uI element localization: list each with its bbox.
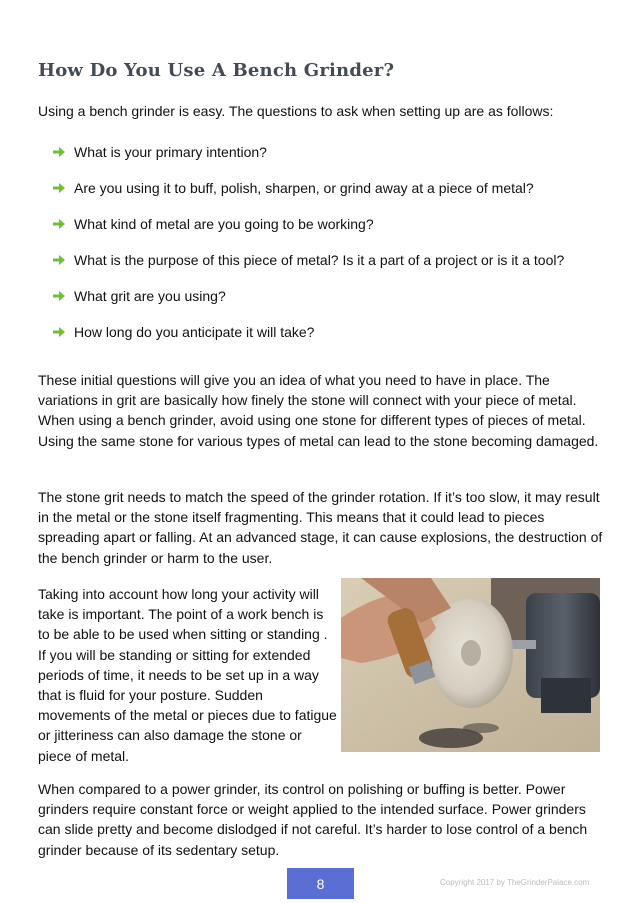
question-item	[52, 177, 534, 199]
question-item	[52, 285, 226, 307]
arrow-right-icon	[52, 289, 66, 303]
question-item	[52, 249, 564, 271]
page-number: 8	[316, 875, 325, 892]
copyright-notice: Copyright 2017 by TheGrinderPalace.com	[440, 878, 590, 887]
body-paragraph: These initial questions will give you an idea of what you need to have in place. The variations in grit are basically how finely the stone will connect with your piece of metal. When using a bench grinder, avoid using one stone for different types of pieces of metal. Using the same stone for various types of metal can lead to the stone becoming damaged.	[38, 372, 599, 449]
bench-grinder-photo	[341, 578, 600, 752]
question-text: Are you using it to buff, polish, sharpen, or grind away at a piece of metal?	[74, 180, 534, 196]
question-item	[52, 213, 374, 235]
section-heading: How Do You Use A Bench Grinder?	[38, 60, 395, 81]
body-paragraph: Taking into account how long your activity will take is important. The point of a work bench is to be able to be used when sitting or standing . If you will be standing or sitting for extended periods of time, it needs to be set up in a way that is fluid for your posture. Sudden movements of the metal or pieces due to fatigue or jitteriness can also damage the stone or piece of metal.	[38, 586, 337, 764]
question-text: What grit are you using?	[74, 288, 226, 304]
question-text: What is the purpose of this piece of metal? Is it a part of a project or is it a tool?	[74, 252, 565, 268]
arrow-right-icon	[52, 181, 66, 195]
page-number-badge	[287, 868, 354, 899]
body-paragraph: The stone grit needs to match the speed of the grinder rotation. If it’s too slow, it may result in the metal or the stone itself fragmenting. This means that it could lead to pieces spreading apart or falling. At an advanced stage, it can cause explosions, the destruction of the bench grinder or harm to the user.	[38, 489, 603, 566]
question-item	[52, 321, 314, 343]
arrow-right-icon	[52, 253, 66, 267]
question-text: What is your primary intention?	[74, 144, 267, 160]
arrow-right-icon	[52, 145, 66, 159]
question-text: How long do you anticipate it will take?	[74, 324, 315, 340]
question-text: What kind of metal are you going to be working?	[74, 216, 374, 232]
intro-paragraph: Using a bench grinder is easy. The questions to ask when setting up are as follows:	[38, 103, 554, 119]
body-paragraph: When compared to a power grinder, its control on polishing or buffing is better. Power grinders require constant force or weight applied to the intended surface. Power grinders can slide pretty and become dislodged if not careful. It’s harder to lose control of a bench grinder because of its sedentary setup.	[38, 781, 588, 858]
arrow-right-icon	[52, 325, 66, 339]
question-item	[52, 141, 267, 163]
arrow-right-icon	[52, 217, 66, 231]
